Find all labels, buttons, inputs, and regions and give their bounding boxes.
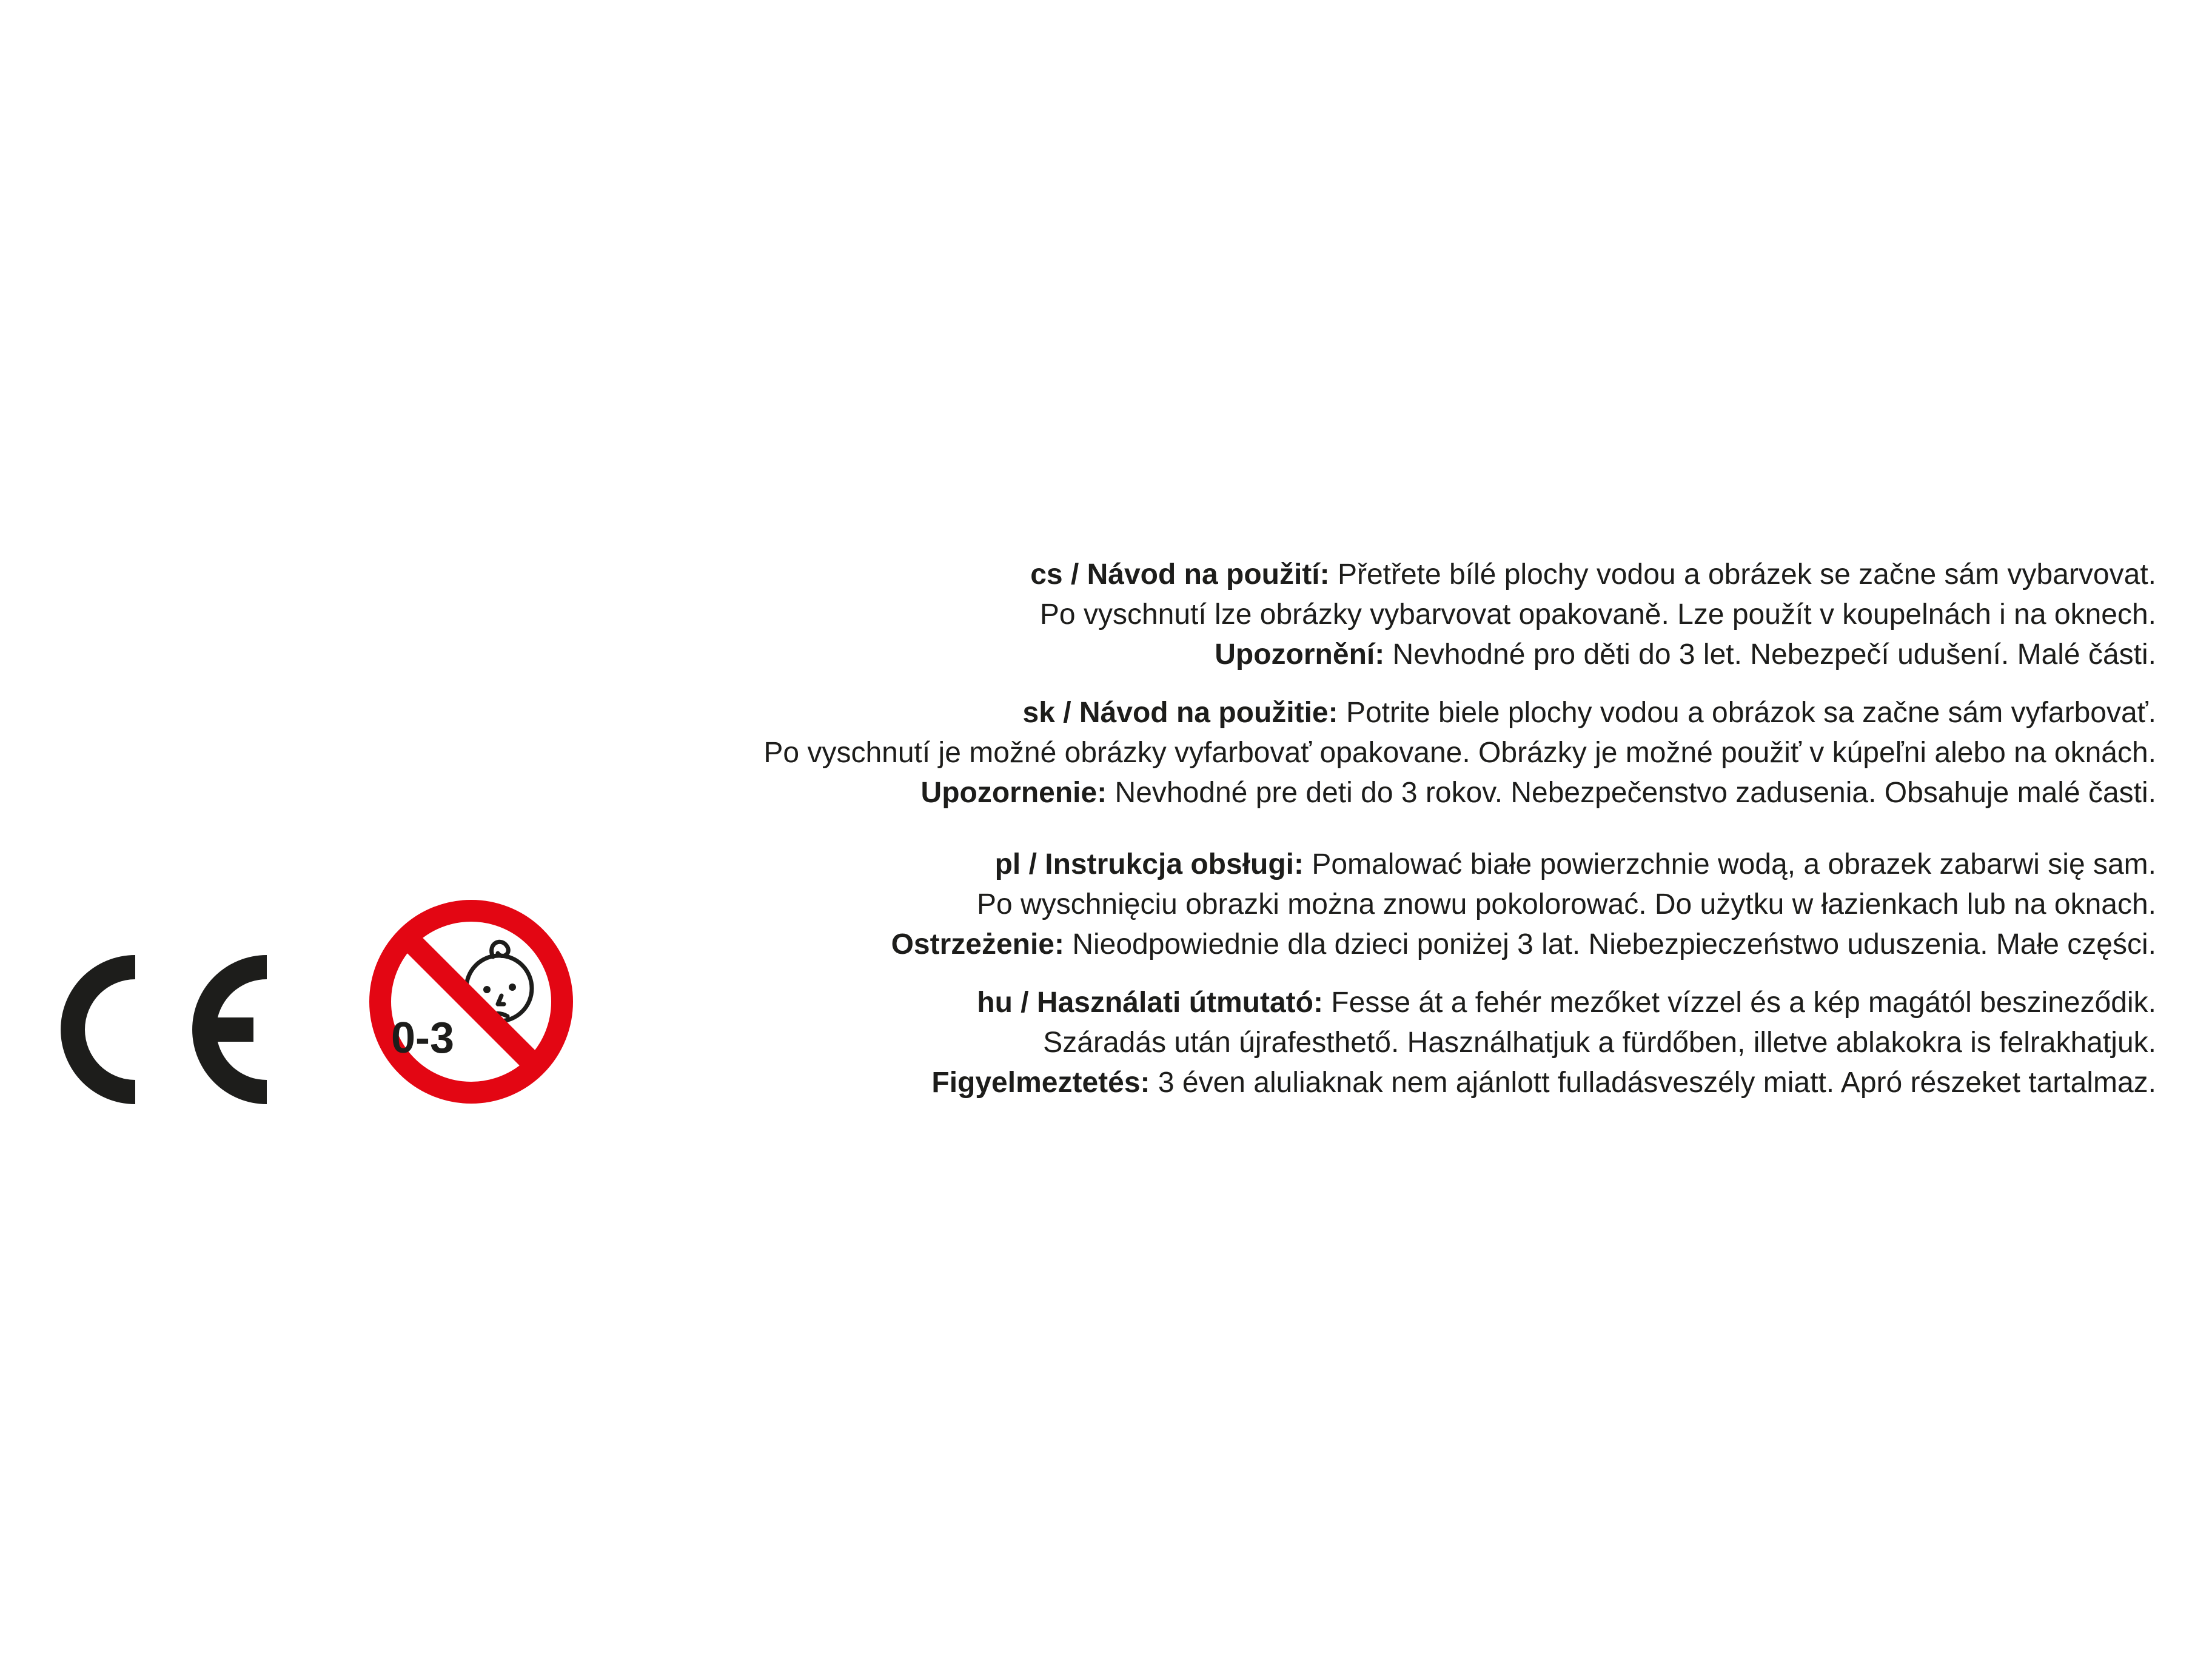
section-sk-text-1: Potrite biele plochy vodou a obrázok sa začne sám vyfarbovať.: [1338, 697, 2156, 729]
section-hu: [458, 983, 2156, 1103]
section-sk-line-1: [458, 693, 2156, 733]
section-hu-line-1: [458, 983, 2156, 1023]
instructions-text-block: [458, 555, 2156, 1103]
section-hu-line-2: Száradás után újrafesthető. Használhatjuk a fürdőben, illetve ablakokra is felrakhatjuk.: [1043, 1027, 2156, 1059]
section-sk-line-2: Po vyschnutí je možné obrázky vyfarbovať opakovane. Obrázky je možné použiť v kúpeľni alebo na oknách.: [763, 737, 2156, 769]
section-pl-text-1: Pomalować białe powierzchnie wodą, a obrazek zabarwi się sam.: [1303, 848, 2156, 880]
section-sk-line-3: [458, 773, 2156, 813]
section-pl: [458, 845, 2156, 965]
section-hu-text-1: Fesse át a fehér mezőket vízzel és a kép magától beszineződik.: [1322, 987, 2156, 1019]
section-cs-heading: cs / Návod na použití:: [1030, 558, 1330, 591]
section-cs-line-1: [458, 555, 2156, 595]
section-cs-line-2: Po vyschnutí lze obrázky vybarvovat opakovaně. Lze použít v koupelnách i na oknech.: [1039, 598, 2156, 631]
section-sk: [458, 693, 2156, 813]
section-hu-line-3: [458, 1063, 2156, 1103]
section-hu-warning-text: 3 éven aluliaknak nem ajánlott fulladásveszély miatt. Apró részeket tartalmaz.: [1150, 1067, 2156, 1099]
section-sk-warning-label: Upozornenie:: [920, 777, 1107, 809]
section-sk-heading: sk / Návod na použitie:: [1022, 697, 1338, 729]
section-cs-warning-label: Upozornění:: [1215, 638, 1385, 671]
section-pl-line-1: [458, 845, 2156, 885]
section-hu-warning-label: Figyelmeztetés:: [931, 1067, 1150, 1099]
ce-mark-icon: [61, 955, 267, 1104]
section-cs-line-3: [458, 635, 2156, 675]
section-hu-heading: hu / Használati útmutató:: [977, 987, 1323, 1019]
section-pl-warning-label: Ostrzeżenie:: [891, 928, 1064, 960]
section-pl-line-2: Po wyschnięciu obrazki można znowu pokolorować. Do użytku w łazienkach lub na oknach.: [976, 888, 2156, 920]
age-warning-label: 0-3: [390, 1014, 455, 1062]
section-pl-warning-text: Nieodpowiednie dla dzieci poniżej 3 lat. Niebezpieczeństwo uduszenia. Małe części.: [1064, 928, 2156, 960]
section-cs-warning-text: Nevhodné pro děti do 3 let. Nebezpečí udušení. Malé části.: [1384, 638, 2156, 671]
section-cs: [458, 555, 2156, 675]
section-cs-text-1: Přetřete bílé plochy vodou a obrázek se začne sám vybarvovat.: [1329, 558, 2156, 591]
section-sk-warning-text: Nevhodné pre deti do 3 rokov. Nebezpečenstvo zadusenia. Obsahuje malé časti.: [1107, 777, 2156, 809]
section-pl-heading: pl / Instrukcja obsługi:: [994, 848, 1304, 880]
section-pl-line-3: [458, 925, 2156, 965]
